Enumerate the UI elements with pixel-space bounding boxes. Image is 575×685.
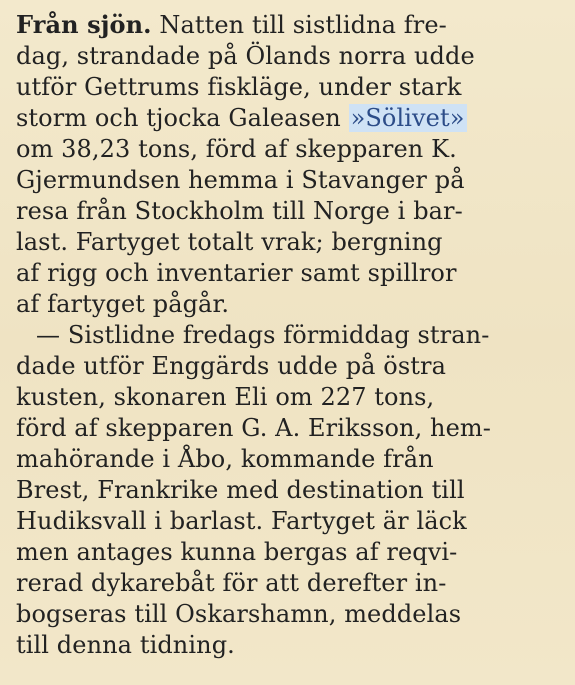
article-line: Hudiksvall i barlast. Fartyget är läck <box>16 507 467 535</box>
article-line: Gjermundsen hemma i Stavanger på <box>16 166 465 194</box>
article-line: kusten, skonaren Eli om 227 tons, <box>16 383 435 411</box>
article-line: dag, strandade på Ölands norra udde <box>16 42 475 70</box>
article-line: resa från Stockholm till Norge i bar- <box>16 197 463 225</box>
article-title: Från sjön. <box>16 10 152 39</box>
article-line: men antages kunna bergas af reqvi- <box>16 538 458 566</box>
article-line: förd af skepparen G. A. Eriksson, hem- <box>16 414 491 442</box>
article-line: rerad dykarebåt för att derefter in- <box>16 569 447 597</box>
article-line: till denna tidning. <box>16 631 235 659</box>
article-line: mahörande i Åbo, kommande från <box>16 445 434 473</box>
article-line: utför Gettrums fiskläge, under stark <box>16 73 462 101</box>
article-line: — Sistlidne fredags förmiddag stran- <box>36 321 490 349</box>
article-line-text: Natten till sistlidna fre- <box>159 11 447 39</box>
article-line: om 38,23 tons, förd af skepparen K. <box>16 135 457 163</box>
article-line: af rigg och inventarier samt spillror <box>16 259 457 287</box>
ship-name-highlight: »Sölivet» <box>350 104 465 132</box>
article-line <box>16 10 447 40</box>
article-line: af fartyget pågår. <box>16 290 230 318</box>
article-line: bogseras till Oskarshamn, meddelas <box>16 600 462 628</box>
article-line: last. Fartyget totalt vrak; bergning <box>16 228 443 256</box>
article-line: dade utför Enggärds udde på östra <box>16 352 447 380</box>
article-line <box>16 103 467 133</box>
article-line-text: storm och tjocka Galeasen <box>16 104 341 132</box>
article-line: Brest, Frankrike med destination till <box>16 476 465 504</box>
